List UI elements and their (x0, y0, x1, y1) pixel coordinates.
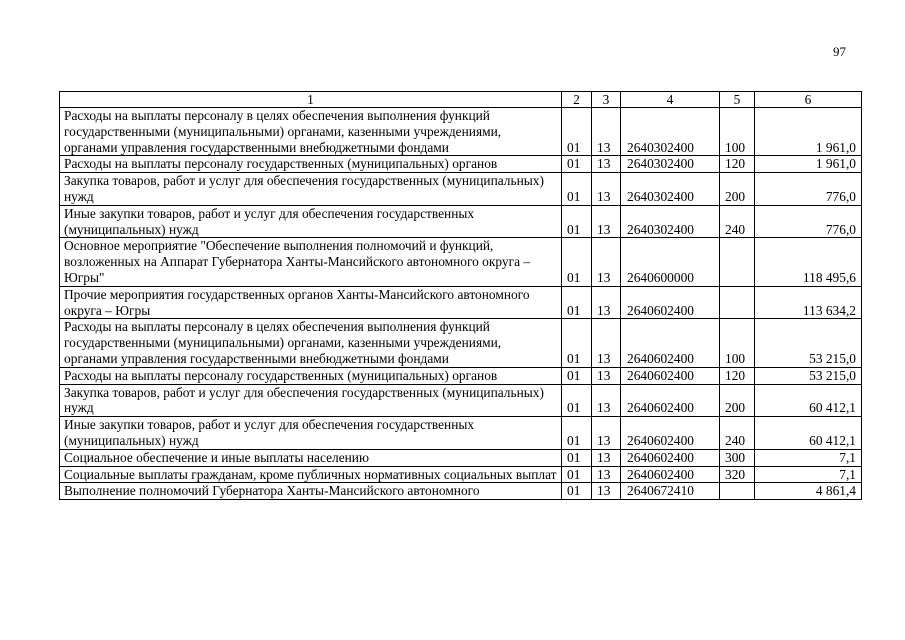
target-article-cell: 2640602400 (621, 367, 720, 384)
target-article-cell: 2640302400 (621, 156, 720, 173)
table-row (60, 449, 862, 466)
section-code-cell: 01 (562, 319, 592, 367)
target-article-cell: 2640672410 (621, 483, 720, 500)
target-article-cell: 2640602400 (621, 466, 720, 483)
section-code-cell: 01 (562, 367, 592, 384)
subsection-code-cell: 13 (592, 286, 621, 319)
expense-type-cell: 120 (720, 367, 755, 384)
section-code-cell: 01 (562, 466, 592, 483)
name-cell: Расходы на выплаты персоналу в целях обеспечения выполнения функций государственными (муниципальными) органами, казенными учреждениями, органами управления государственными внебюджетными фондами (60, 319, 562, 367)
expense-type-cell (720, 483, 755, 500)
table-row (60, 319, 862, 367)
amount-cell: 60 412,1 (755, 384, 862, 417)
target-article-cell: 2640302400 (621, 205, 720, 238)
amount-cell: 7,1 (755, 449, 862, 466)
target-article-cell: 2640602400 (621, 384, 720, 417)
amount-cell: 776,0 (755, 205, 862, 238)
column-header-6: 6 (755, 92, 862, 108)
target-article-cell: 2640602400 (621, 417, 720, 450)
name-cell: Иные закупки товаров, работ и услуг для обеспечения государственных (муниципальных) нужд (60, 417, 562, 450)
table-row (60, 286, 862, 319)
table-row (60, 205, 862, 238)
name-cell: Закупка товаров, работ и услуг для обеспечения государственных (муниципальных) нужд (60, 384, 562, 417)
name-cell: Иные закупки товаров, работ и услуг для обеспечения государственных (муниципальных) нужд (60, 205, 562, 238)
table-row (60, 384, 862, 417)
header-row (60, 92, 862, 108)
subsection-code-cell: 13 (592, 173, 621, 206)
target-article-cell: 2640602400 (621, 449, 720, 466)
name-cell: Основное мероприятие "Обеспечение выполнения полномочий и функций, возложенных на Аппарат Губернатора Ханты-Мансийского автономного округа – Югры" (60, 238, 562, 286)
target-article-cell: 2640302400 (621, 173, 720, 206)
section-code-cell: 01 (562, 173, 592, 206)
expense-type-cell: 300 (720, 449, 755, 466)
amount-cell: 1 961,0 (755, 108, 862, 156)
subsection-code-cell: 13 (592, 466, 621, 483)
name-cell: Расходы на выплаты персоналу государственных (муниципальных) органов (60, 156, 562, 173)
expense-type-cell: 120 (720, 156, 755, 173)
section-code-cell: 01 (562, 238, 592, 286)
table-row (60, 108, 862, 156)
expense-type-cell (720, 238, 755, 286)
expense-type-cell: 200 (720, 173, 755, 206)
amount-cell: 53 215,0 (755, 367, 862, 384)
expense-type-cell: 240 (720, 417, 755, 450)
subsection-code-cell: 13 (592, 449, 621, 466)
name-cell: Выполнение полномочий Губернатора Ханты-Мансийского автономного (60, 483, 562, 500)
table-row (60, 238, 862, 286)
target-article-cell: 2640602400 (621, 286, 720, 319)
subsection-code-cell: 13 (592, 205, 621, 238)
column-header-5: 5 (720, 92, 755, 108)
section-code-cell: 01 (562, 286, 592, 319)
expense-type-cell: 200 (720, 384, 755, 417)
table-row (60, 156, 862, 173)
name-cell: Прочие мероприятия государственных органов Ханты-Мансийского автономного округа – Югры (60, 286, 562, 319)
page-number: 97 (833, 44, 846, 59)
column-header-4: 4 (621, 92, 720, 108)
amount-cell: 776,0 (755, 173, 862, 206)
section-code-cell: 01 (562, 156, 592, 173)
subsection-code-cell: 13 (592, 483, 621, 500)
amount-cell: 113 634,2 (755, 286, 862, 319)
expense-type-cell: 100 (720, 319, 755, 367)
subsection-code-cell: 13 (592, 108, 621, 156)
section-code-cell: 01 (562, 384, 592, 417)
amount-cell: 7,1 (755, 466, 862, 483)
budget-table-body (60, 92, 862, 500)
name-cell: Социальные выплаты гражданам, кроме публичных нормативных социальных выплат (60, 466, 562, 483)
table-row (60, 173, 862, 206)
column-header-2: 2 (562, 92, 592, 108)
name-cell: Закупка товаров, работ и услуг для обеспечения государственных (муниципальных) нужд (60, 173, 562, 206)
name-cell: Социальное обеспечение и иные выплаты населению (60, 449, 562, 466)
table-row (60, 417, 862, 450)
amount-cell: 118 495,6 (755, 238, 862, 286)
target-article-cell: 2640302400 (621, 108, 720, 156)
subsection-code-cell: 13 (592, 367, 621, 384)
section-code-cell: 01 (562, 205, 592, 238)
column-header-3: 3 (592, 92, 621, 108)
section-code-cell: 01 (562, 108, 592, 156)
amount-cell: 4 861,4 (755, 483, 862, 500)
budget-table (59, 91, 862, 500)
section-code-cell: 01 (562, 483, 592, 500)
section-code-cell: 01 (562, 417, 592, 450)
target-article-cell: 2640600000 (621, 238, 720, 286)
amount-cell: 60 412,1 (755, 417, 862, 450)
expense-type-cell (720, 286, 755, 319)
name-cell: Расходы на выплаты персоналу государственных (муниципальных) органов (60, 367, 562, 384)
table-row (60, 483, 862, 500)
table-row (60, 466, 862, 483)
name-cell: Расходы на выплаты персоналу в целях обеспечения выполнения функций государственными (муниципальными) органами, казенными учреждениями, органами управления государственными внебюджетными фондами (60, 108, 562, 156)
table-row (60, 367, 862, 384)
subsection-code-cell: 13 (592, 156, 621, 173)
column-header-1: 1 (60, 92, 562, 108)
subsection-code-cell: 13 (592, 238, 621, 286)
target-article-cell: 2640602400 (621, 319, 720, 367)
amount-cell: 1 961,0 (755, 156, 862, 173)
subsection-code-cell: 13 (592, 417, 621, 450)
expense-type-cell: 240 (720, 205, 755, 238)
amount-cell: 53 215,0 (755, 319, 862, 367)
section-code-cell: 01 (562, 449, 592, 466)
expense-type-cell: 100 (720, 108, 755, 156)
subsection-code-cell: 13 (592, 384, 621, 417)
subsection-code-cell: 13 (592, 319, 621, 367)
expense-type-cell: 320 (720, 466, 755, 483)
